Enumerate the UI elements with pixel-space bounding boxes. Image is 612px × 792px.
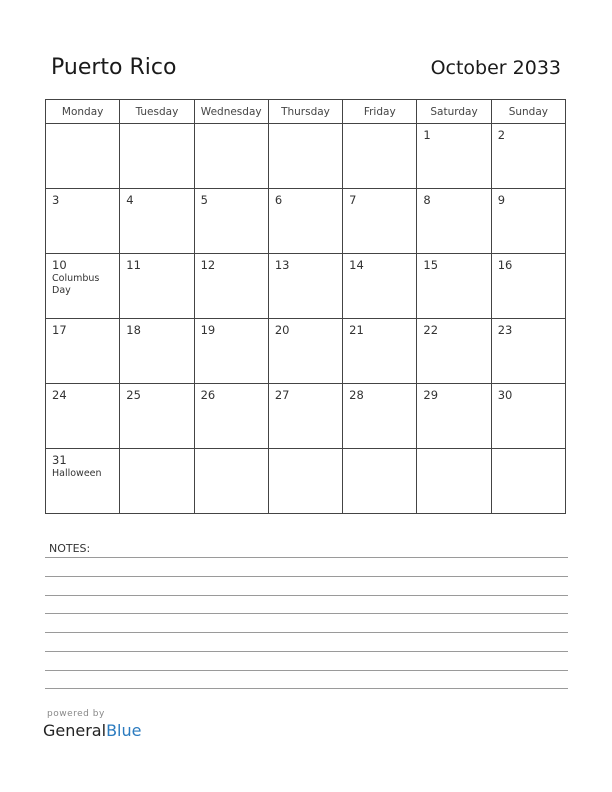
weekday-header: Saturday [417, 100, 491, 124]
day-number: 30 [497, 388, 513, 402]
week-row [46, 254, 566, 319]
holiday-label [343, 454, 407, 456]
holiday-label [46, 129, 110, 131]
day-cell [120, 384, 194, 449]
logo-general-text: General [43, 721, 107, 740]
day-number: 4 [126, 193, 134, 207]
weekday-header: Tuesday [120, 100, 194, 124]
day-number: 15 [423, 258, 439, 272]
day-cell [343, 254, 417, 319]
day-cell [417, 189, 491, 254]
note-line [45, 595, 568, 596]
day-cell [268, 384, 342, 449]
day-number: 22 [423, 323, 439, 337]
day-cell [194, 189, 268, 254]
day-number: 6 [274, 193, 283, 207]
day-cell [491, 449, 565, 514]
day-cell [120, 254, 194, 319]
day-cell [46, 384, 120, 449]
day-number: 31 [52, 453, 67, 467]
day-cell [46, 449, 120, 514]
day-cell [417, 254, 491, 319]
day-cell [268, 449, 342, 514]
day-cell [46, 124, 120, 189]
holiday-label [120, 129, 184, 131]
note-line [45, 670, 568, 671]
weekday-header: Friday [343, 100, 417, 124]
day-number: 20 [274, 323, 290, 337]
weekday-header-row [46, 100, 566, 124]
holiday-label [195, 454, 259, 456]
day-cell [194, 384, 268, 449]
day-cell [120, 189, 194, 254]
week-row [46, 384, 566, 449]
weekday-header: Thursday [268, 100, 342, 124]
day-number: 10 [52, 258, 67, 272]
day-number: 7 [349, 193, 357, 207]
holiday-label [492, 454, 556, 456]
day-number: 25 [126, 388, 141, 402]
day-number: 19 [200, 323, 216, 337]
day-cell [417, 319, 491, 384]
day-cell [194, 254, 268, 319]
day-cell [194, 449, 268, 514]
day-number: 9 [497, 193, 506, 207]
powered-by-text: powered by [47, 709, 105, 719]
logo-blue-text: Blue [106, 721, 142, 740]
day-number: 18 [126, 323, 141, 337]
day-number: 16 [497, 258, 513, 272]
holiday-label: Columbus Day [52, 273, 100, 296]
day-cell [46, 319, 120, 384]
holiday-label: Halloween [52, 468, 102, 479]
day-number: 2 [497, 128, 506, 142]
day-number: 23 [497, 323, 513, 337]
day-cell [491, 124, 565, 189]
holiday-label [195, 129, 259, 131]
day-cell [491, 254, 565, 319]
note-line [45, 632, 568, 633]
note-line [45, 688, 568, 689]
holiday-label [343, 129, 407, 131]
notes-label: NOTES: [49, 542, 91, 555]
day-number: 24 [52, 388, 67, 402]
week-row [46, 319, 566, 384]
day-number: 28 [349, 388, 364, 402]
weekday-header: Monday [46, 100, 120, 124]
day-cell [417, 449, 491, 514]
note-line [45, 576, 568, 577]
day-cell [268, 189, 342, 254]
day-number: 17 [52, 323, 67, 337]
day-cell [343, 449, 417, 514]
month-year-title: October 2033 [430, 57, 561, 79]
day-number: 5 [200, 193, 208, 207]
week-row [46, 124, 566, 189]
weekday-header: Sunday [491, 100, 565, 124]
day-cell [491, 384, 565, 449]
day-cell [120, 449, 194, 514]
day-cell [194, 319, 268, 384]
day-cell [491, 189, 565, 254]
day-cell [194, 124, 268, 189]
day-number: 14 [349, 258, 364, 272]
day-cell [343, 124, 417, 189]
day-cell [491, 319, 565, 384]
day-cell [120, 319, 194, 384]
generalblue-logo [43, 721, 141, 740]
day-number: 12 [200, 258, 216, 272]
day-number: 13 [274, 258, 290, 272]
day-cell [46, 189, 120, 254]
calendar-grid [45, 99, 566, 514]
day-number: 26 [200, 388, 216, 402]
day-number: 29 [423, 388, 439, 402]
day-number: 1 [423, 128, 431, 142]
note-line [45, 613, 568, 614]
holiday-label [417, 454, 481, 456]
day-number: 8 [423, 193, 431, 207]
week-row [46, 449, 566, 514]
holiday-label [120, 454, 184, 456]
note-line [45, 557, 568, 558]
day-cell [268, 124, 342, 189]
day-number: 3 [52, 193, 60, 207]
day-number: 21 [349, 323, 364, 337]
holiday-label [269, 454, 333, 456]
country-title: Puerto Rico [51, 55, 177, 80]
day-cell [417, 384, 491, 449]
holiday-label [269, 129, 333, 131]
day-cell [268, 254, 342, 319]
day-cell [343, 189, 417, 254]
weekday-header: Wednesday [194, 100, 268, 124]
day-cell [268, 319, 342, 384]
day-cell [120, 124, 194, 189]
day-cell [343, 384, 417, 449]
note-line [45, 651, 568, 652]
day-cell [343, 319, 417, 384]
day-number: 27 [274, 388, 290, 402]
day-number: 11 [126, 258, 141, 272]
day-cell [417, 124, 491, 189]
week-row [46, 189, 566, 254]
day-cell [46, 254, 120, 319]
